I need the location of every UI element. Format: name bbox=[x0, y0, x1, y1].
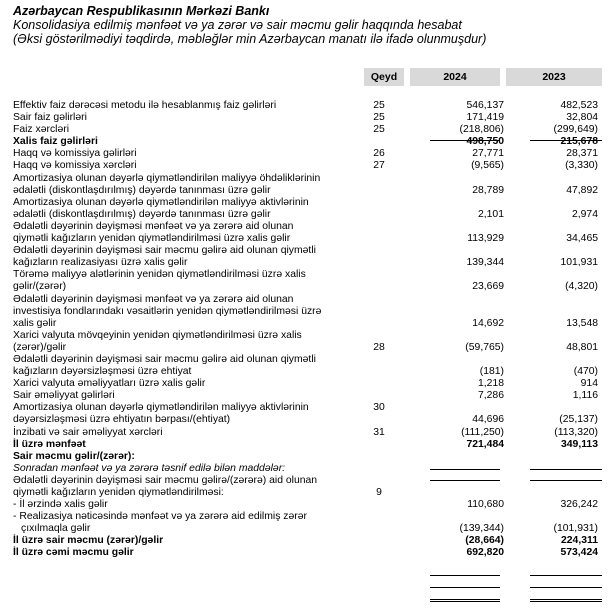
row-value-2024: 692,820 bbox=[466, 547, 504, 559]
oci-line-2023 bbox=[530, 575, 602, 576]
row-label: xalis gəlir bbox=[13, 317, 57, 329]
report-header bbox=[13, 4, 603, 46]
total-double-line2-2023 bbox=[530, 601, 602, 602]
row-value-2023: 914 bbox=[580, 378, 598, 390]
row-label: Effektiv faiz dərəcəsi metodu ilə hesablanmış faiz gəlirləri bbox=[13, 100, 277, 111]
row-label: Sair məcmu gəlir/(zərər): bbox=[13, 450, 135, 462]
row-label: Ədalətli dəyərinin dəyişməsi mənfəət və ya zərərə aid olunan bbox=[13, 220, 294, 232]
table-row bbox=[0, 440, 614, 452]
row-label: Sonradan mənfəət və ya zərərə təsnif edilə bilən maddələr: bbox=[13, 462, 286, 474]
row-label: İl üzrə cəmi məcmu gəlir bbox=[13, 547, 134, 559]
table-row bbox=[0, 270, 614, 282]
row-label: dəyərsizləşməsi üzrə ehtiyatın bərpası/(ehtiyat) bbox=[13, 414, 231, 426]
row-label: Sair faiz gəlirləri bbox=[13, 112, 87, 124]
row-label: Törəmə maliyyə alətlərinin yenidən qiymətləndirilməsi üzrə xalis bbox=[13, 269, 306, 281]
row-note: 28 bbox=[373, 341, 385, 353]
row-note: 25 bbox=[373, 100, 385, 111]
row-value-2023: (4,320) bbox=[565, 281, 598, 293]
table-row bbox=[0, 161, 614, 173]
row-label: kağızların dəyərsizləşməsi üzrə ehtiyat bbox=[13, 366, 192, 378]
total-double-line-2024 bbox=[430, 599, 500, 600]
row-value-2023: 47,892 bbox=[566, 184, 598, 196]
row-value-2023: (470) bbox=[573, 366, 598, 378]
row-value-2024: 721,484 bbox=[466, 438, 504, 450]
total-double-line2-2024 bbox=[430, 601, 500, 602]
row-label: İl üzrə mənfəət bbox=[13, 438, 86, 450]
row-value-2023: (25,137) bbox=[559, 414, 598, 426]
profit-line-2024 bbox=[430, 469, 500, 470]
row-label: gəlir/(zərər) bbox=[13, 281, 67, 293]
row-label: Amortizasiya olunan dəyərlə qiymətləndirilən maliyyə aktivlərinin bbox=[13, 196, 309, 208]
row-note: 26 bbox=[373, 148, 385, 160]
row-value-2024: 110,680 bbox=[467, 499, 504, 511]
subtotal-line-2023 bbox=[530, 140, 602, 141]
row-value-2024: 113,929 bbox=[467, 233, 504, 245]
row-value-2024: 546,137 bbox=[466, 100, 504, 111]
row-label: ədalətli (diskontlaşdırılmış) dəyərdə tanınması üzrə gəlir bbox=[13, 208, 271, 220]
row-label: qiymətli kağızların yenidən qiymətləndirilməsi: bbox=[13, 487, 224, 498]
row-label: Ədalətli dəyərinin dəyişməsi sair məcmu gəlirə aid olunan qiymətli bbox=[13, 245, 316, 257]
table-row bbox=[0, 282, 614, 294]
row-value-2023: 1,116 bbox=[572, 390, 598, 402]
row-label: Ədalətli dəyərinin dəyişməsi mənfəət və ya zərərə aid olunan bbox=[13, 293, 294, 305]
row-label: Xarici valyuta mövqeyinin yenidən qiymətləndirilməsi üzrə xalis bbox=[13, 329, 302, 341]
row-note: 25 bbox=[373, 112, 385, 124]
row-label: (zərər)/gəlir bbox=[13, 341, 67, 353]
row-value-2024: (111,250) bbox=[461, 426, 504, 438]
row-label: kağızların realizasiyası üzrə xalis gəlir bbox=[13, 257, 188, 269]
row-value-2024: 7,286 bbox=[477, 390, 504, 402]
row-note: 27 bbox=[373, 160, 385, 172]
table-row bbox=[0, 113, 614, 125]
row-note: 30 bbox=[373, 402, 385, 414]
row-label: Amortizasiya olunan dəyərlə qiymətləndirilən maliyyə öhdəliklərinin bbox=[13, 172, 321, 184]
profit-underline-2023 bbox=[530, 480, 602, 481]
row-label: Ədalətli dəyərinin dəyişməsi sair məcmu gəlirə aid olunan qiymətli bbox=[13, 353, 316, 365]
row-value-2024: (59,765) bbox=[465, 341, 504, 353]
row-label: ədalətli (diskontlaşdırılmış) dəyərdə tanınması üzrə gəlir bbox=[13, 184, 271, 196]
column-headers bbox=[0, 68, 614, 88]
row-value-2024: (181) bbox=[479, 366, 504, 378]
row-note: 9 bbox=[376, 487, 382, 498]
row-value-2023: 326,242 bbox=[560, 499, 598, 511]
row-value-2023: (3,330) bbox=[565, 160, 598, 172]
table-row bbox=[0, 319, 614, 331]
report-subtitle: (Əksi göstərilmədiyi təqdirdə, məbləğlər min Azərbaycan manatı ilə ifadə olunmuşdur) bbox=[13, 32, 487, 46]
table-row bbox=[0, 415, 614, 427]
row-value-2024: 14,692 bbox=[472, 317, 504, 329]
row-label: Ədalətli dəyərinin dəyişməsi sair məcmu gəlirə/(zərərə) aid olunan bbox=[13, 474, 318, 486]
row-label: Faiz xərcləri bbox=[13, 124, 70, 136]
profit-line-2023 bbox=[530, 469, 602, 470]
subtotal-line-2024 bbox=[430, 140, 500, 141]
profit-underline-2024 bbox=[430, 480, 500, 481]
row-label: Xarici valyuta əməliyyatları üzrə xalis gəlir bbox=[13, 378, 206, 390]
row-label: Haqq və komissiya gəlirləri bbox=[13, 148, 137, 160]
table-row bbox=[0, 186, 614, 198]
table-row bbox=[0, 331, 614, 343]
row-value-2023: 573,424 bbox=[560, 547, 598, 559]
row-value-2023: 482,523 bbox=[560, 100, 598, 111]
table-row bbox=[0, 174, 614, 186]
report-title: Konsolidasiya edilmiş mənfəət və ya zərər və sair məcmu gəlir haqqında hesabat bbox=[13, 18, 462, 32]
row-label: Sair əməliyyat gəlirləri bbox=[13, 390, 115, 402]
row-value-2023: 2,974 bbox=[571, 208, 598, 220]
row-label: Haqq və komissiya xərcləri bbox=[13, 160, 137, 172]
total-line-2023 bbox=[530, 587, 602, 588]
row-label: qiymətli kağızların yenidən qiymətləndirilməsi üzrə xalis gəlir bbox=[13, 233, 291, 245]
row-value-2023: 101,931 bbox=[560, 257, 598, 269]
row-value-2023: 215,678 bbox=[560, 136, 598, 148]
row-label: investisiya fondlarındakı vəsaitlərin yenidən qiymətləndirilməsi üzrə bbox=[13, 305, 322, 317]
table-row bbox=[0, 512, 614, 524]
row-note: 25 bbox=[373, 124, 385, 136]
row-value-2024: (28,664) bbox=[465, 535, 504, 547]
row-label: İnzibati və sair əməliyyat xərcləri bbox=[13, 426, 163, 438]
row-value-2024: 28,789 bbox=[472, 184, 504, 196]
statement-table bbox=[0, 101, 614, 561]
row-value-2023: 48,801 bbox=[566, 341, 598, 353]
row-value-2024: (139,344) bbox=[459, 523, 504, 535]
row-label: - İl ərzində xalis gəlir bbox=[13, 499, 108, 511]
row-value-2023: 224,311 bbox=[561, 535, 598, 547]
table-row bbox=[0, 452, 614, 464]
row-note: 31 bbox=[373, 426, 385, 438]
table-row bbox=[0, 295, 614, 307]
row-value-2024: 27,771 bbox=[472, 148, 504, 160]
row-label: İl üzrə sair məcmu (zərər)/gəlir bbox=[13, 535, 164, 547]
row-value-2023: 349,113 bbox=[561, 438, 598, 450]
row-value-2024: 23,669 bbox=[472, 281, 504, 293]
bank-name: Azərbaycan Respublikasının Mərkəzi Bankı bbox=[13, 4, 270, 18]
y2023-column-header: 2023 bbox=[542, 71, 566, 83]
row-label: - Realizasiya nəticəsində mənfəət və ya zərərə aid edilmiş zərər bbox=[13, 511, 307, 523]
row-label: Xalis faiz gəlirləri bbox=[13, 136, 98, 148]
row-value-2023: 32,804 bbox=[566, 112, 598, 124]
y2024-column-header: 2024 bbox=[443, 71, 467, 83]
oci-line-2024 bbox=[430, 575, 500, 576]
row-value-2023: 13,548 bbox=[566, 317, 598, 329]
row-value-2023: (101,931) bbox=[553, 523, 598, 535]
row-value-2024: 1,218 bbox=[477, 378, 504, 390]
total-double-line-2023 bbox=[530, 599, 602, 600]
table-row bbox=[0, 101, 614, 113]
row-label: Amortizasiya olunan dəyərlə qiymətləndirilən maliyyə aktivlərinin bbox=[13, 402, 309, 414]
row-value-2024: 2,101 bbox=[477, 208, 504, 220]
row-value-2023: (113,320) bbox=[554, 426, 598, 438]
table-row bbox=[0, 548, 614, 560]
note-column-header: Qeyd bbox=[370, 71, 398, 83]
row-value-2023: (299,649) bbox=[553, 124, 598, 136]
total-line-2024 bbox=[430, 587, 500, 588]
table-row bbox=[0, 307, 614, 319]
row-value-2024: 44,696 bbox=[472, 414, 504, 426]
row-value-2024: 139,344 bbox=[466, 257, 504, 269]
row-label: çıxılmaqla gəlir bbox=[21, 523, 91, 535]
row-value-2023: 28,371 bbox=[566, 148, 598, 160]
row-value-2024: 171,419 bbox=[466, 112, 504, 124]
row-value-2024: (218,806) bbox=[459, 124, 504, 136]
row-value-2024: 498,750 bbox=[466, 136, 504, 148]
table-row bbox=[0, 428, 614, 440]
row-value-2023: 34,465 bbox=[566, 233, 598, 245]
row-value-2024: (9,565) bbox=[471, 160, 504, 172]
